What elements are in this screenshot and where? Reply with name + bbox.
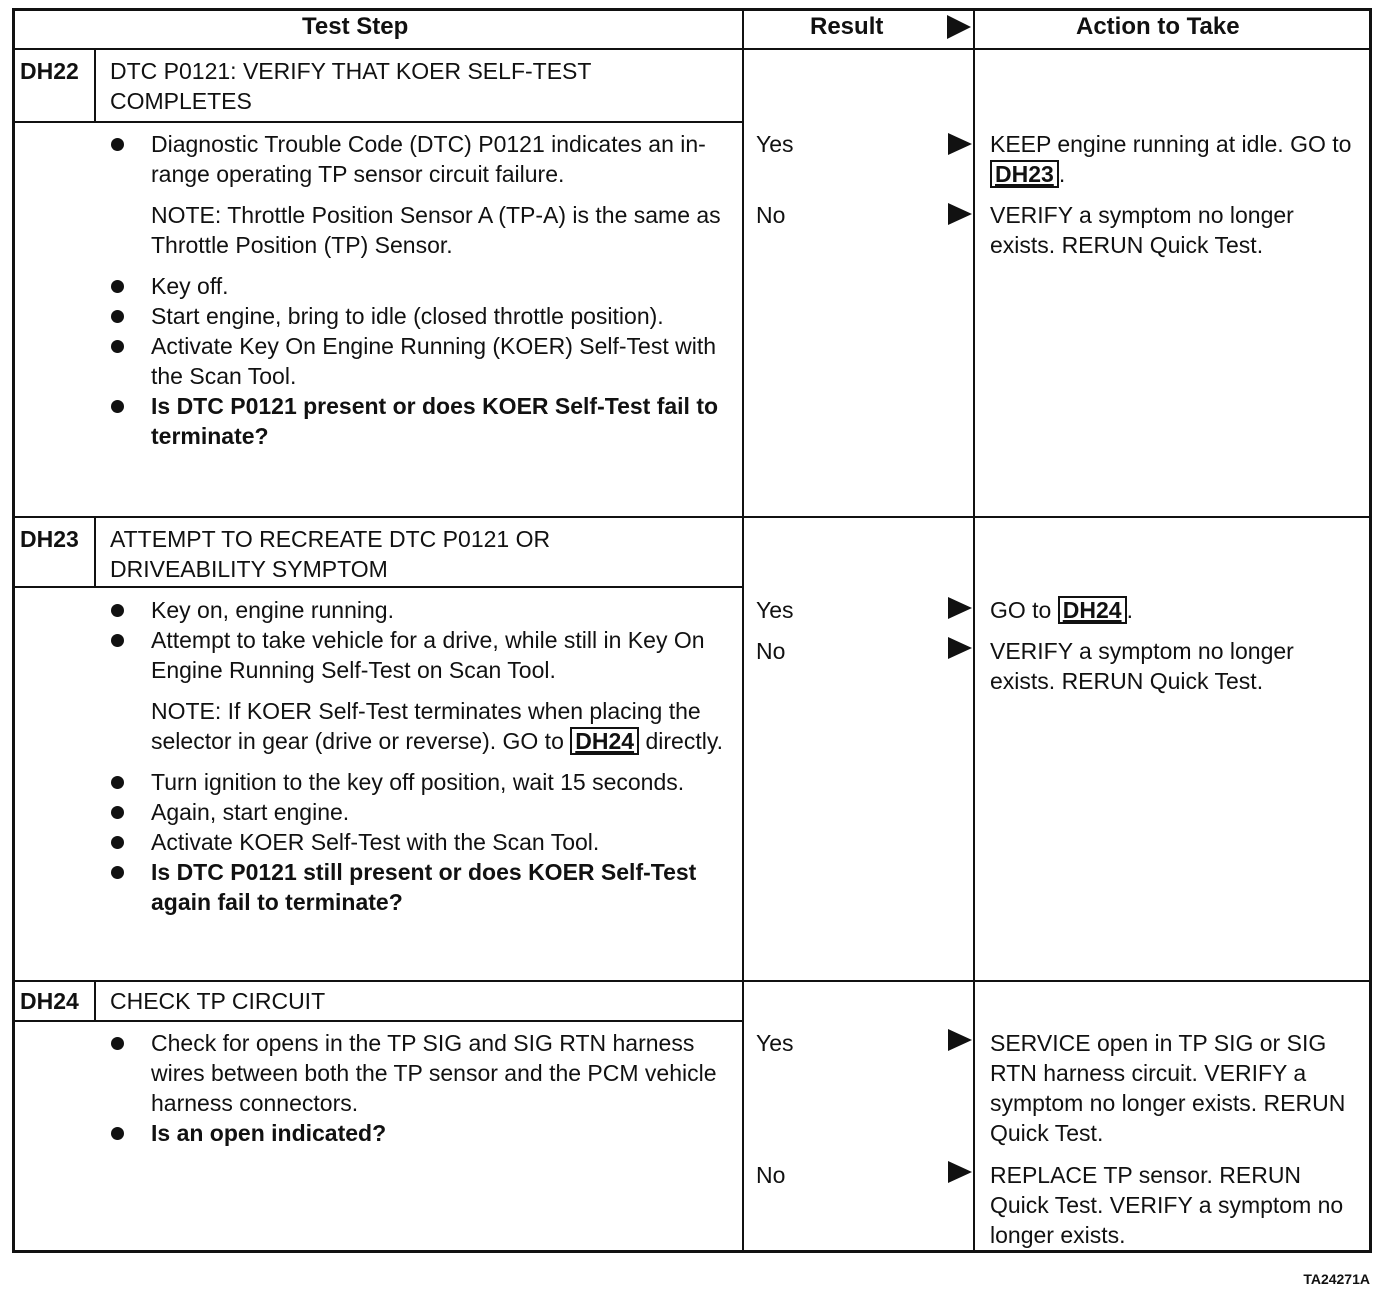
step-instructions-dh23 [108, 595, 728, 917]
arrow-right-icon [948, 203, 972, 225]
step-title-dh22 [110, 56, 730, 116]
title-divider-dh24 [12, 1020, 742, 1022]
result-yes-dh24: Yes [756, 1030, 794, 1056]
step-id-dh22: DH22 [20, 58, 79, 84]
bullet-icon [111, 634, 124, 647]
list-item: Key on, engine running. [108, 595, 728, 625]
action-no-dh22: VERIFY a symptom no longer exists. RERUN Quick Test. [990, 202, 1294, 258]
bullet-icon [111, 340, 124, 353]
bullet-icon [111, 604, 124, 617]
list-item: Activate KOER Self-Test with the Scan Tool. [108, 827, 728, 857]
list-item: Is an open indicated? [108, 1118, 728, 1148]
header-test-step: Test Step [302, 13, 409, 40]
header-action: Action to Take [1076, 13, 1240, 40]
action-no-dh23: VERIFY a symptom no longer exists. RERUN Quick Test. [990, 638, 1294, 694]
list-item: Is DTC P0121 still present or does KOER Self-Test again fail to terminate? [108, 857, 728, 917]
bullet-icon [111, 280, 124, 293]
action-no-dh24: REPLACE TP sensor. RERUN Quick Test. VERIFY a symptom no longer exists. [990, 1162, 1344, 1248]
bullet-icon [111, 1127, 124, 1140]
header-result: Result [810, 13, 884, 40]
step-title-line: ATTEMPT TO RECREATE DTC P0121 OR [110, 526, 551, 552]
arrow-right-icon [948, 1161, 972, 1183]
step-instructions-dh24 [108, 1028, 728, 1148]
arrow-right-icon [948, 637, 972, 659]
list-item: Diagnostic Trouble Code (DTC) P0121 indicates an in-range operating TP sensor circuit failure. [108, 129, 728, 189]
step-id-dh24: DH24 [20, 988, 79, 1014]
list-item: Start engine, bring to idle (closed throttle position). [108, 301, 728, 331]
bullet-icon [111, 1037, 124, 1050]
arrow-right-icon [948, 597, 972, 619]
step-title-line: DTC P0121: VERIFY THAT KOER SELF-TEST [110, 58, 592, 84]
result-no-dh24: No [756, 1162, 786, 1188]
header-arrow-icon [947, 15, 971, 39]
result-no-dh22: No [756, 202, 786, 228]
step-title-dh23 [110, 524, 730, 584]
bullet-icon [111, 866, 124, 879]
list-item: Check for opens in the TP SIG and SIG RTN harness wires between both the TP sensor and the PCM vehicle harness connectors. [108, 1028, 728, 1118]
bullet-icon [111, 138, 124, 151]
step-title-line: DRIVEABILITY SYMPTOM [110, 556, 388, 582]
note-dh22: NOTE: Throttle Position Sensor A (TP-A) is the same as Throttle Position (TP) Sensor. [151, 202, 721, 258]
title-divider-dh23 [12, 586, 742, 588]
column-divider-action [973, 8, 975, 1253]
bullet-icon [111, 806, 124, 819]
id-box-divider-dh24 [94, 980, 96, 1020]
bullet-icon [111, 310, 124, 323]
list-item: Is DTC P0121 present or does KOER Self-Test fail to terminate? [108, 391, 728, 451]
list-item: Key off. [108, 271, 728, 301]
list-item: Turn ignition to the key off position, wait 15 seconds. [108, 767, 728, 797]
step-ref-link[interactable]: DH23 [990, 160, 1059, 188]
step-title-line: CHECK TP CIRCUIT [110, 988, 326, 1014]
result-yes-dh22: Yes [756, 131, 794, 157]
bullet-icon [111, 400, 124, 413]
id-box-divider-dh23 [94, 516, 96, 586]
step-id-dh23: DH23 [20, 526, 79, 552]
action-yes-dh23: GO to DH24 . [990, 597, 1133, 623]
result-yes-dh23: Yes [756, 597, 794, 623]
action-yes-dh24: SERVICE open in TP SIG or SIG RTN harness circuit. VERIFY a symptom no longer exists. RERUN Quick Test. [990, 1030, 1346, 1146]
arrow-right-icon [948, 133, 972, 155]
note-dh23: NOTE: If KOER Self-Test terminates when placing the selector in gear (drive or reverse). GO to DH24 directly. [151, 698, 724, 754]
title-divider-dh22 [12, 121, 742, 123]
list-item: Again, start engine. [108, 797, 728, 827]
step-ref-link[interactable]: DH24 [570, 727, 639, 755]
step-instructions-dh22 [108, 129, 728, 451]
step-ref-link[interactable]: DH24 [1058, 596, 1127, 624]
list-item: Attempt to take vehicle for a drive, while still in Key On Engine Running Self-Test on Scan Tool. [108, 625, 728, 685]
step-title-line: COMPLETES [110, 88, 252, 114]
id-box-divider-dh22 [94, 48, 96, 121]
action-yes-dh22: KEEP engine running at idle. GO to DH23 . [990, 131, 1352, 187]
result-no-dh23: No [756, 638, 786, 664]
bullet-icon [111, 776, 124, 789]
figure-id: TA24271A [1303, 1271, 1370, 1287]
header-divider [12, 48, 1372, 50]
row-divider-dh24 [12, 980, 1372, 982]
arrow-right-icon [948, 1029, 972, 1051]
row-divider-dh23 [12, 516, 1372, 518]
bullet-icon [111, 836, 124, 849]
column-divider-result [742, 8, 744, 1253]
list-item: Activate Key On Engine Running (KOER) Self-Test with the Scan Tool. [108, 331, 728, 391]
step-title-dh24 [110, 986, 730, 1016]
